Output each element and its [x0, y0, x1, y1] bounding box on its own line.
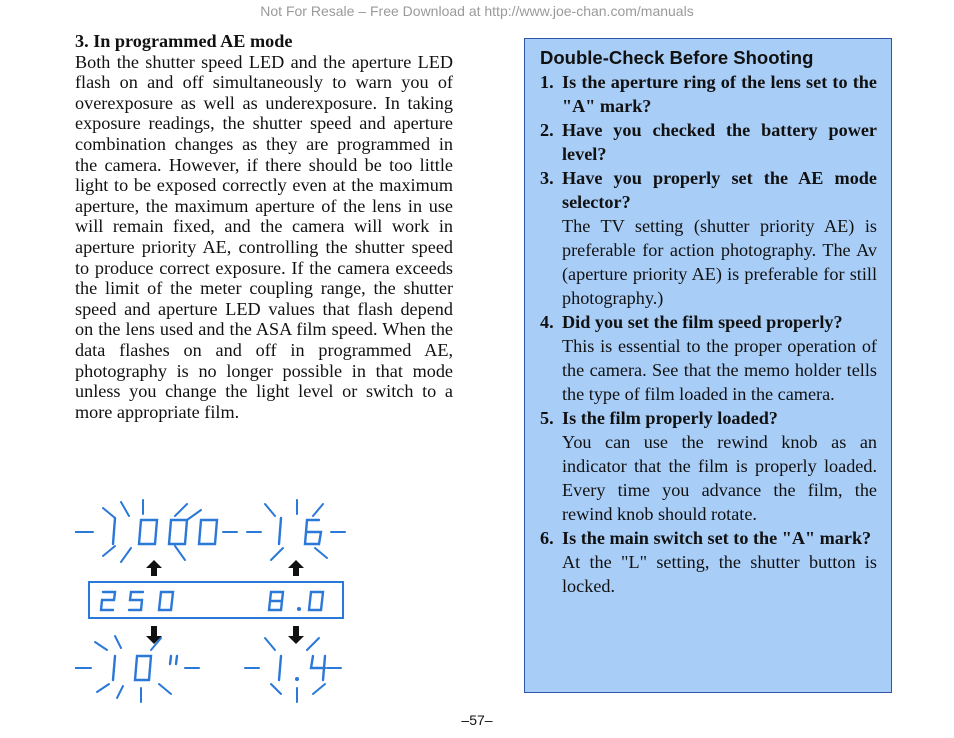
checklist-question: Is the aperture ring of the lens set to the "A" mark? [562, 72, 877, 116]
checklist-item-number: 3. [540, 168, 554, 188]
programmed-ae-section [75, 31, 453, 422]
double-check-box [524, 38, 892, 693]
middle-lcd-digits [101, 592, 323, 611]
checklist-item [540, 406, 877, 526]
checklist-note: At the "L" setting, the shutter button is locked. [562, 552, 877, 596]
section-title: 3. In programmed AE mode [75, 31, 293, 51]
page-number: –57– [461, 712, 493, 728]
down-arrows [146, 626, 304, 644]
checklist-item [540, 310, 877, 406]
flash-rays-top [75, 500, 345, 562]
checklist-question: Is the film properly loaded? [562, 408, 778, 428]
bottom-led-digits [113, 656, 325, 681]
checklist-question: Did you set the film speed properly? [562, 312, 843, 332]
checklist-note: You can use the rewind knob as an indicator that the film is properly loaded. Every time you advance the film, the rewind knob should rotate. [562, 432, 877, 524]
checklist-question: Have you properly set the AE mode selector? [562, 168, 877, 212]
checklist-item [540, 118, 877, 166]
lcd-window [89, 582, 343, 618]
checklist-item-number: 4. [540, 312, 554, 332]
checklist-question: Have you checked the battery power level? [562, 120, 877, 164]
checklist-question: Is the main switch set to the "A" mark? [562, 528, 872, 548]
checklist-item-number: 6. [540, 528, 554, 548]
checklist-item-number: 2. [540, 120, 554, 140]
watermark-text: Not For Resale – Free Download at http://www.joe-chan.com/manuals [260, 3, 694, 19]
checklist-item [540, 70, 877, 118]
up-arrows [146, 560, 304, 576]
checklist-note: The TV setting (shutter priority AE) is preferable for action photography. The Av (aperture priority AE) is preferable for still photography.) [562, 216, 877, 308]
top-led-digits [113, 518, 321, 544]
checklist-title: Double-Check Before Shooting [540, 47, 814, 68]
checklist-item-number: 1. [540, 72, 554, 92]
section-body: Both the shutter speed LED and the aperture LED flash on and off simultaneously to warn you of overexposure as well as underexposure. In taking exposure readings, the shutter speed and aperture combination changes as they are programmed in the camera. However, if there should be too little light to be exposed correctly even at the maximum aperture, the maximum aperture of the lens in use will remain fixed, and the camera will work in aperture priority AE, controlling the shutter speed to produce correct exposure. If the camera exceeds the limit of the meter coupling range, the shutter speed and aperture LED values that flash depend on the lens used and the ASA film speed. When the data flashes on and off in programmed AE, photography is no longer possible in that mode unless you change the light level or switch to a more appropriate film. [75, 51, 453, 422]
checklist-item [540, 526, 877, 598]
checklist-item-number: 5. [540, 408, 554, 428]
led-display-diagram [75, 496, 365, 716]
led-diagram-svg [75, 496, 365, 716]
checklist-item [540, 166, 877, 310]
checklist-note: This is essential to the proper operation of the camera. See that the memo holder tells the type of film loaded in the camera. [562, 336, 877, 404]
